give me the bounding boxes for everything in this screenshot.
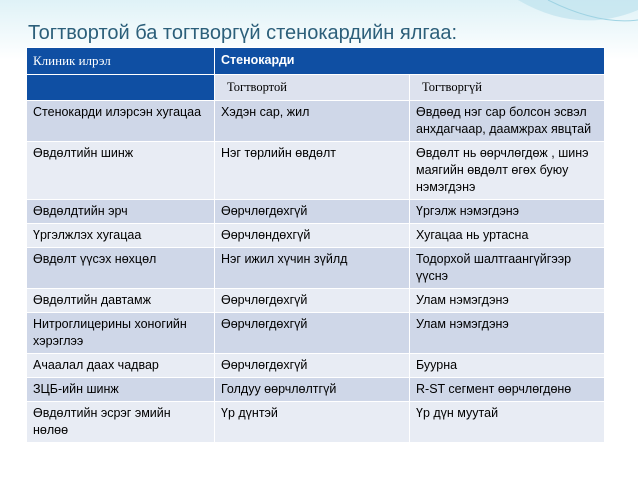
cell-stable: Өөрчлөгдөхгүй bbox=[215, 354, 410, 378]
table-row bbox=[27, 101, 605, 142]
table-subheader-row bbox=[27, 75, 605, 101]
cell-clinical-sign: Өвдөлдтийн эрч bbox=[27, 200, 215, 224]
table-row bbox=[27, 313, 605, 354]
table-row bbox=[27, 354, 605, 378]
cell-unstable: Өвдөөд нэг сар болсон эсвэл анхдагчаар, даамжрах явцтай bbox=[410, 101, 605, 142]
decorative-swoosh bbox=[518, 0, 638, 50]
table-row bbox=[27, 200, 605, 224]
cell-unstable: Үргэлж нэмэгдэнэ bbox=[410, 200, 605, 224]
cell-clinical-sign: Үргэлжлэх хугацаа bbox=[27, 224, 215, 248]
table-row bbox=[27, 248, 605, 289]
slide-title: Тогтвортой ба тогтворгүй стенокардийн ялгаа: bbox=[28, 22, 458, 44]
subheader-stable: Тогтвортой bbox=[215, 75, 410, 101]
cell-stable: Нэг ижил хүчин зүйлд bbox=[215, 248, 410, 289]
header-clinical-sign: Клиник илрэл bbox=[27, 48, 215, 75]
table-row bbox=[27, 224, 605, 248]
cell-stable: Өөрчлөгдөхгүй bbox=[215, 289, 410, 313]
cell-unstable: R-ST сегмент өөрчлөгдөнө bbox=[410, 378, 605, 402]
cell-unstable: Тодорхой шалтгаангүйгээр үүснэ bbox=[410, 248, 605, 289]
table-row bbox=[27, 142, 605, 200]
comparison-table bbox=[26, 47, 605, 443]
cell-stable: Өөрчлөгдөхгүй bbox=[215, 313, 410, 354]
table-row bbox=[27, 402, 605, 443]
cell-unstable: Хугацаа нь уртасна bbox=[410, 224, 605, 248]
subheader-unstable: Тогтворгүй bbox=[410, 75, 605, 101]
cell-clinical-sign: Нитроглицерины хоногийн хэрэглээ bbox=[27, 313, 215, 354]
cell-clinical-sign: Стенокарди илэрсэн хугацаа bbox=[27, 101, 215, 142]
cell-clinical-sign: Өвдөлтийн давтамж bbox=[27, 289, 215, 313]
cell-unstable: Улам нэмэгдэнэ bbox=[410, 289, 605, 313]
cell-stable: Нэг төрлийн өвдөлт bbox=[215, 142, 410, 200]
table-row bbox=[27, 289, 605, 313]
cell-stable: Үр дүнтэй bbox=[215, 402, 410, 443]
cell-stable: Өөрчлөндөхгүй bbox=[215, 224, 410, 248]
table-header-row bbox=[27, 48, 605, 75]
header-angina: Стенокарди bbox=[215, 48, 605, 75]
cell-stable: Голдуу өөрчлөлтгүй bbox=[215, 378, 410, 402]
cell-clinical-sign: Өвдөлтийн эсрэг эмийн нөлөө bbox=[27, 402, 215, 443]
cell-unstable: Буурна bbox=[410, 354, 605, 378]
cell-clinical-sign: Өвдөлтийн шинж bbox=[27, 142, 215, 200]
cell-stable: Хэдэн сар, жил bbox=[215, 101, 410, 142]
table-row bbox=[27, 378, 605, 402]
cell-clinical-sign: ЗЦБ-ийн шинж bbox=[27, 378, 215, 402]
subheader-blank-cell bbox=[27, 75, 215, 101]
cell-unstable: Үр дүн муутай bbox=[410, 402, 605, 443]
cell-unstable: Улам нэмэгдэнэ bbox=[410, 313, 605, 354]
cell-clinical-sign: Өвдөлт үүсэх нөхцөл bbox=[27, 248, 215, 289]
cell-clinical-sign: Ачаалал даах чадвар bbox=[27, 354, 215, 378]
cell-unstable: Өвдөлт нь өөрчлөгдөж , шинэ маягийн өвдөлт өгөх буюу нэмэгдэнэ bbox=[410, 142, 605, 200]
cell-stable: Өөрчлөгдөхгүй bbox=[215, 200, 410, 224]
